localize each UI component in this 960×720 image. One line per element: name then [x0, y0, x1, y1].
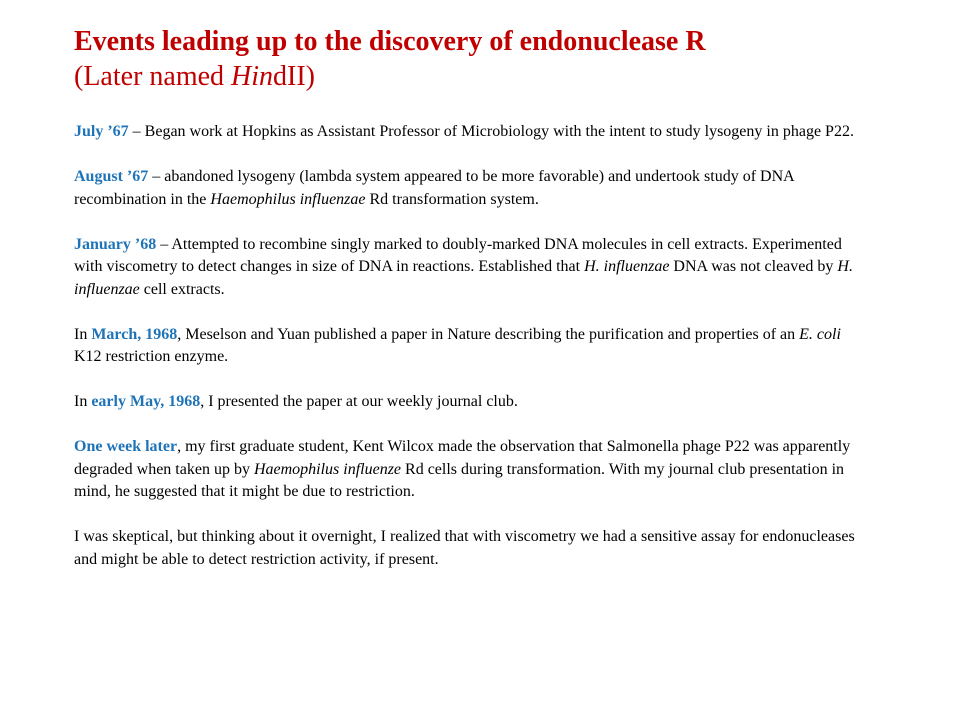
title-sub-post: dII)	[273, 61, 316, 92]
date-highlight: August ’67	[74, 168, 149, 185]
paragraph-text: Rd cells during transformation. With my journal club presentation in mind, he suggested that it might be due to restriction.	[74, 460, 845, 500]
paragraph-text: , Meselson and Yuan published a paper in Nature describing the purification and properties of an	[177, 325, 800, 343]
species-name: E. coli	[799, 325, 841, 343]
paragraph-january-68	[74, 234, 864, 302]
paragraph-skeptical	[74, 526, 864, 571]
paragraph-text: I was skeptical, but thinking about it overnight, I realized that with viscometry we had a sensitive assay for endonucleases and might be able to detect restriction activity, if present.	[74, 528, 855, 568]
paragraph-text: , I presented the paper at our weekly journal club.	[200, 393, 518, 410]
title-main: Events leading up to the discovery of endonuclease R	[74, 26, 706, 57]
title-sub-pre: (Later named	[74, 61, 232, 92]
paragraph-august-67	[74, 166, 864, 211]
date-highlight: March, 1968	[91, 325, 178, 343]
paragraph-text: DNA was not cleaved by	[669, 258, 838, 275]
slide	[74, 24, 864, 594]
paragraph-text: K12 restriction enzyme.	[74, 348, 229, 365]
paragraph-early-may-1968	[74, 391, 864, 414]
species-name: H. influenzae	[74, 258, 853, 298]
paragraph-text: In	[74, 393, 92, 410]
date-highlight: January ’68	[74, 235, 157, 253]
slide-body	[74, 121, 864, 571]
paragraph-one-week-later	[74, 436, 864, 504]
paragraph-text: – Attempted to recombine singly marked to doubly-marked DNA molecules in cell extracts. Experimented with viscometry to detect changes in size of DNA in reactions. Established that	[74, 235, 842, 275]
title-subtitle	[74, 59, 864, 94]
paragraph-text: , my first graduate student, Kent Wilcox made the observation that Salmonella phage P22 was apparently degraded when taken up by	[74, 438, 851, 478]
slide-title	[74, 24, 864, 94]
paragraph-text: In	[74, 325, 92, 343]
paragraph-text: – abandoned lysogeny (lambda system appeared to be more favorable) and undertook study of DNA recombination in the	[74, 168, 794, 208]
species-name: Haemophilus influenzae	[210, 190, 366, 208]
paragraph-text: – Began work at Hopkins as Assistant Professor of Microbiology with the intent to study lysogeny in phage P22.	[128, 123, 854, 140]
species-name: Haemophilus influenze	[253, 460, 402, 478]
paragraph-march-1968	[74, 324, 864, 369]
paragraph-text: Rd transformation system.	[365, 190, 539, 208]
paragraph-july-67	[74, 121, 864, 144]
date-highlight: July ’67	[74, 123, 129, 140]
date-highlight: One week later	[74, 438, 178, 455]
species-name: H. influenzae	[584, 258, 670, 275]
paragraph-text: cell extracts.	[139, 280, 225, 298]
date-highlight: early May, 1968	[91, 393, 201, 410]
title-sub-italic: Hin	[231, 61, 274, 92]
